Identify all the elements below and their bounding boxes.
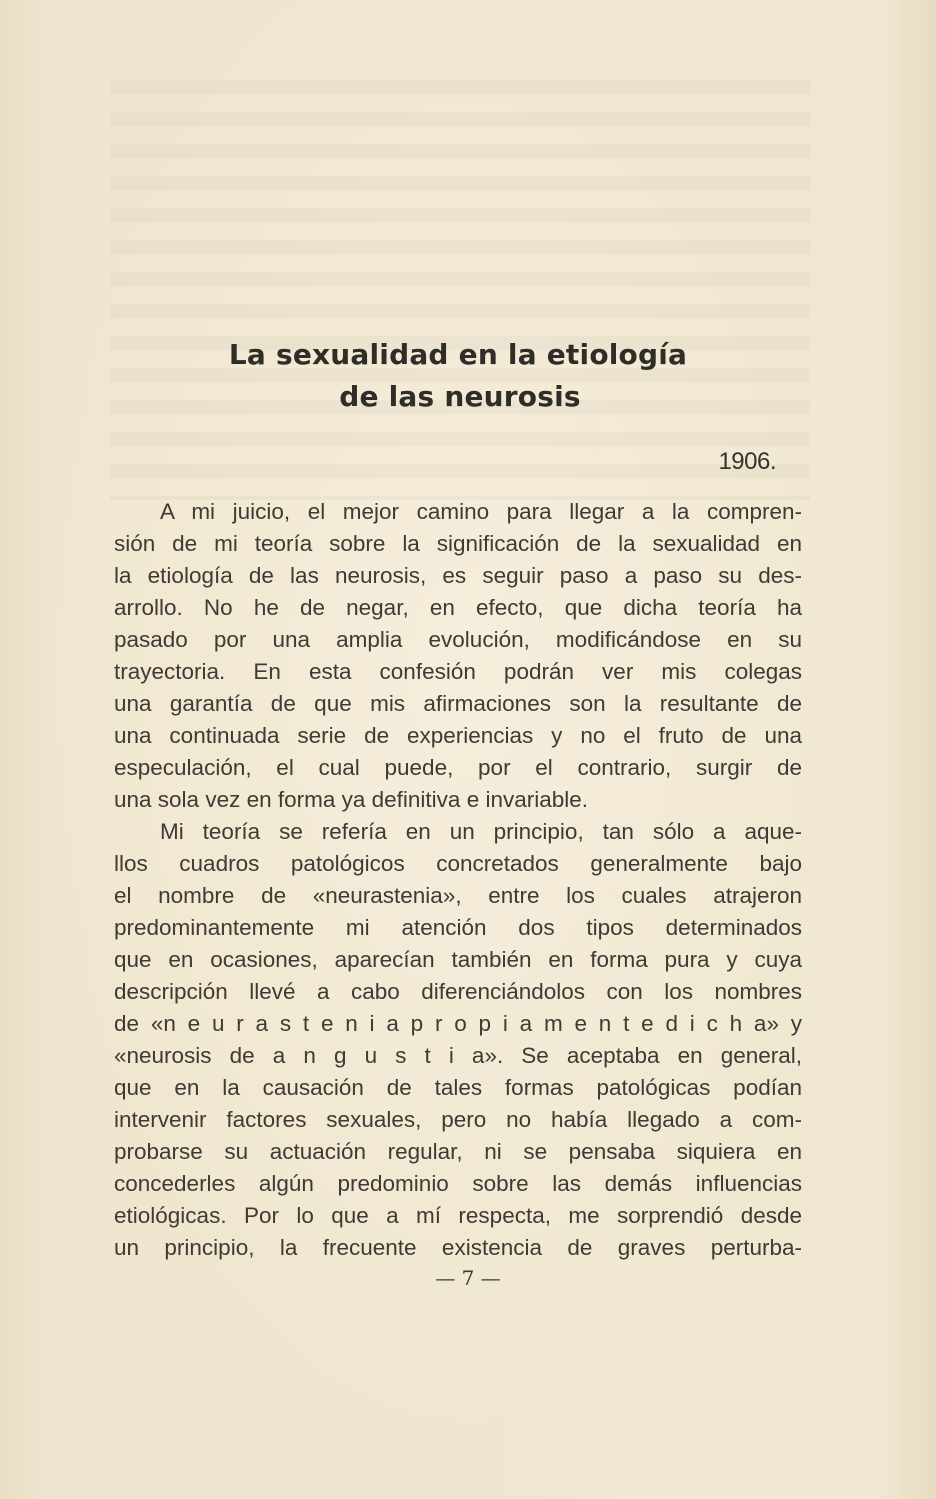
body-line: probarse su actuación regular, ni se pensaba siquiera en <box>114 1139 802 1164</box>
body-line: A mi juicio, el mejor camino para llegar a la compren- <box>160 499 802 524</box>
body-line: de «n e u r a s t e n i a p r o p i a m e n t e d i c h a» y <box>114 1011 802 1036</box>
chapter-title-line-1: La sexualidad en la etiología <box>228 338 688 371</box>
body-line: intervenir factores sexuales, pero no había llegado a com- <box>114 1107 802 1132</box>
body-line: arrollo. No he de negar, en efecto, que dicha teoría ha <box>114 595 802 620</box>
body-line: una garantía de que mis afirmaciones son la resultante de <box>114 691 802 716</box>
chapter-year: 1906. <box>718 448 776 475</box>
body-line: predominantemente mi atención dos tipos determinados <box>114 915 802 940</box>
body-line: trayectoria. En esta confesión podrán ver mis colegas <box>114 659 802 684</box>
chapter-title-line-2: de las neurosis <box>339 380 581 413</box>
body-line: el nombre de «neurastenia», entre los cuales atrajeron <box>114 883 802 908</box>
body-line: pasado por una amplia evolución, modificándose en su <box>114 627 802 652</box>
show-through-text <box>110 80 810 500</box>
body-line: «neurosis de a n g u s t i a». Se aceptaba en general, <box>114 1043 802 1068</box>
body-line: especulación, el cual puede, por el contrario, surgir de <box>114 755 802 780</box>
body-line: llos cuadros patológicos concretados generalmente bajo <box>114 851 802 876</box>
body-line: una sola vez en forma ya definitiva e invariable. <box>114 787 589 812</box>
body-line: un principio, la frecuente existencia de graves perturba- <box>114 1235 802 1260</box>
body-line: que en la causación de tales formas patológicas podían <box>114 1075 802 1100</box>
body-line: sión de mi teoría sobre la significación de la sexualidad en <box>114 531 802 556</box>
body-line: descripción llevé a cabo diferenciándolos con los nombres <box>114 979 802 1004</box>
page-number: — 7 — <box>435 1266 501 1290</box>
body-line: concederles algún predominio sobre las demás influencias <box>114 1171 802 1196</box>
body-line: que en ocasiones, aparecían también en forma pura y cuya <box>114 947 802 972</box>
body-line: Mi teoría se refería en un principio, tan sólo a aque- <box>160 819 802 844</box>
body-line: etiológicas. Por lo que a mí respecta, me sorprendió desde <box>114 1203 802 1228</box>
body-line: una continuada serie de experiencias y no el fruto de una <box>114 723 802 748</box>
body-line: la etiología de las neurosis, es seguir paso a paso su des- <box>114 563 802 588</box>
